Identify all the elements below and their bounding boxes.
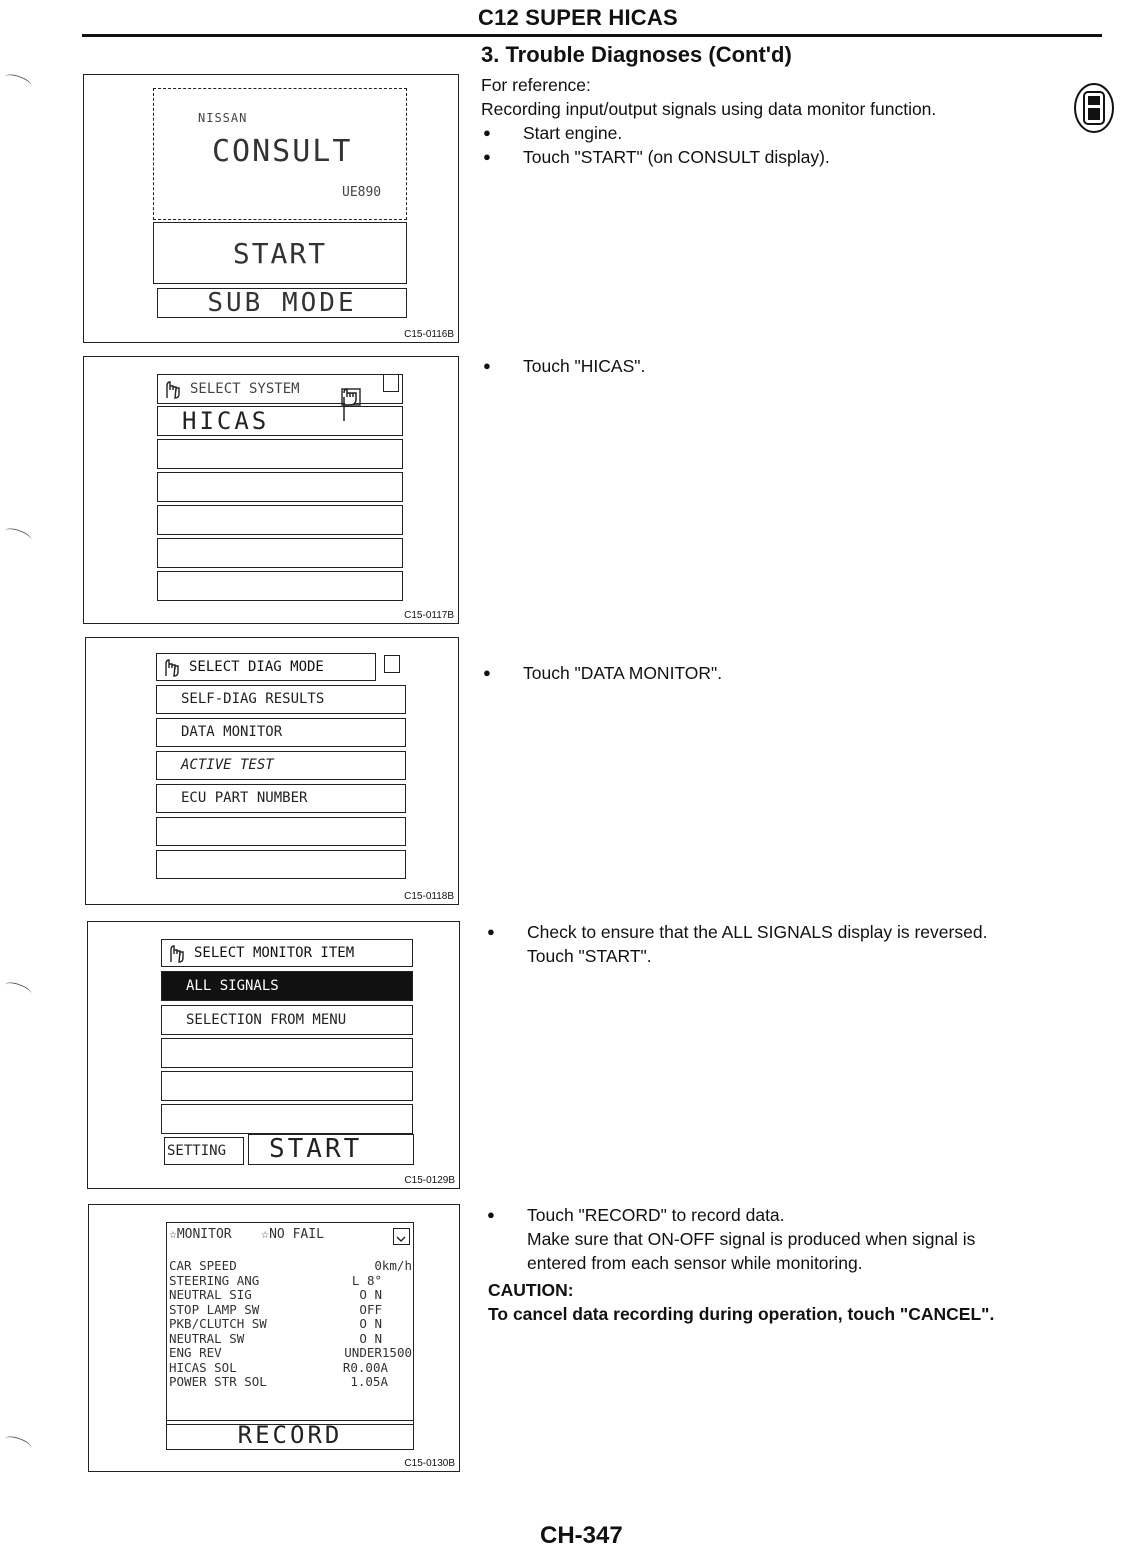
row-label: NEUTRAL SIG <box>169 1287 252 1302</box>
monitor-item-label: SELECTION FROM MENU <box>186 1012 347 1028</box>
monitor-panel <box>166 1222 414 1425</box>
page-number: CH-347 <box>540 1522 623 1549</box>
figure-select-system <box>83 356 459 624</box>
consult-tester-icon <box>1072 82 1116 134</box>
binding-mark <box>3 1434 33 1454</box>
row-value: UNDER1500 <box>344 1345 412 1360</box>
model-label: UE890 <box>342 185 382 200</box>
figure-id: C15-0116B <box>404 329 454 340</box>
step-record <box>485 1203 1115 1275</box>
monitor-header <box>169 1227 324 1242</box>
diag-item-label: DATA MONITOR <box>181 724 283 740</box>
monitor-row <box>169 1375 412 1390</box>
page-header-title: C12 SUPER HICAS <box>478 5 678 30</box>
diag-item-self-diag[interactable] <box>156 685 406 714</box>
brand-label: NISSAN <box>198 111 248 125</box>
step5-line-2: Make sure that ON-OFF signal is produced when signal is <box>527 1229 976 1249</box>
row-label: STOP LAMP SW <box>169 1301 260 1317</box>
record-button-label: RECORD <box>237 1421 343 1449</box>
select-monitor-title: SELECT MONITOR ITEM <box>194 945 355 961</box>
row-value: O N <box>359 1316 382 1331</box>
scroll-down-icon[interactable] <box>393 1228 410 1245</box>
monitor-row <box>169 1303 412 1318</box>
row-value: L 8° <box>351 1272 382 1288</box>
step5-line-1: ● Touch "RECORD" to record data. <box>485 1203 1115 1227</box>
checkbox-icon <box>383 374 399 392</box>
step5-line-3: entered from each sensor while monitoring. <box>527 1253 863 1273</box>
diag-item-data-monitor[interactable] <box>156 718 406 747</box>
monitor-row <box>169 1332 412 1347</box>
monitor-rows <box>169 1259 412 1390</box>
diag-item-empty <box>156 850 406 879</box>
system-item-empty <box>157 472 403 502</box>
diag-item-empty <box>156 817 406 846</box>
select-diag-header <box>156 653 376 681</box>
start-button-label: START <box>232 236 328 270</box>
row-value: O N <box>359 1330 382 1346</box>
system-item-hicas-label: HICAS <box>182 407 270 435</box>
monitor-label: MONITOR <box>176 1227 232 1242</box>
monitor-row <box>169 1274 412 1289</box>
monitor-row <box>169 1259 412 1274</box>
row-label: STEERING ANG <box>169 1272 260 1288</box>
hand-pointer-icon <box>165 942 185 964</box>
monitor-item-empty <box>161 1104 413 1134</box>
row-value: 1.05A <box>350 1374 388 1389</box>
star-icon: ☆ <box>169 1227 177 1242</box>
caution-label: CAUTION: <box>488 1280 574 1300</box>
header-rule <box>82 34 1102 37</box>
figure-data-monitor <box>88 1204 460 1472</box>
step-check-all-signals <box>485 920 1115 968</box>
system-item-empty <box>157 538 403 568</box>
step-touch-hicas: ● Touch "HICAS". <box>481 354 1128 378</box>
row-label: PKB/CLUTCH SW <box>169 1316 267 1331</box>
sub-mode-button[interactable] <box>157 288 407 318</box>
product-label: CONSULT <box>212 134 353 169</box>
figure-consult-start <box>83 74 459 343</box>
system-item-hicas[interactable] <box>157 406 403 436</box>
binding-mark <box>3 72 33 92</box>
system-item-empty <box>157 439 403 469</box>
setting-button[interactable] <box>164 1137 244 1165</box>
row-label: POWER STR SOL <box>169 1374 267 1389</box>
step-touch-data-monitor: ● Touch "DATA MONITOR". <box>481 661 1128 685</box>
hand-pointer-icon <box>160 656 180 678</box>
setting-button-label: SETTING <box>167 1143 227 1159</box>
select-monitor-header <box>161 939 413 967</box>
figure-id: C15-0117B <box>404 610 454 621</box>
checkbox-icon <box>384 655 400 673</box>
step4-line-1: ● Check to ensure that the ALL SIGNALS display is reversed. <box>485 920 1115 944</box>
row-label: NEUTRAL SW <box>169 1330 245 1346</box>
no-fail-label: NO FAIL <box>269 1227 324 1242</box>
section-title: 3. Trouble Diagnoses (Cont'd) <box>481 42 792 67</box>
row-value: O N <box>359 1287 382 1302</box>
caution-text: To cancel data recording during operation, touch "CANCEL". <box>488 1304 995 1324</box>
star-icon: ☆ <box>261 1227 270 1242</box>
start-button[interactable] <box>153 222 407 284</box>
row-value: 0km/h <box>374 1258 412 1273</box>
row-label: HICAS SOL <box>169 1359 237 1375</box>
consult-splash-panel <box>153 88 407 220</box>
diag-item-label: ECU PART NUMBER <box>181 790 308 806</box>
figure-id: C15-0118B <box>404 891 454 902</box>
intro-bullet-2: ● Touch "START" (on CONSULT display). <box>481 145 1081 169</box>
select-diag-title: SELECT DIAG MODE <box>189 659 324 675</box>
row-label: CAR SPEED <box>169 1258 237 1273</box>
binding-mark <box>3 526 33 546</box>
start-button[interactable] <box>248 1134 414 1165</box>
monitor-item-empty <box>161 1038 413 1068</box>
row-label: ENG REV <box>169 1345 222 1360</box>
record-button[interactable] <box>166 1420 414 1450</box>
figure-id: C15-0129B <box>404 1175 455 1186</box>
select-system-title: SELECT SYSTEM <box>190 381 300 397</box>
step4-line-2: Touch "START". <box>527 946 652 966</box>
monitor-row <box>169 1288 412 1303</box>
row-value: R0.00A <box>342 1359 388 1375</box>
monitor-row <box>169 1317 412 1332</box>
diag-item-label: SELF-DIAG RESULTS <box>181 691 325 707</box>
binding-mark <box>3 980 33 1000</box>
system-item-empty <box>157 571 403 601</box>
row-value: OFF <box>359 1301 382 1317</box>
select-system-header <box>157 374 403 404</box>
figure-select-diag-mode <box>85 637 459 905</box>
diag-item-ecu-part-number[interactable] <box>156 784 406 813</box>
figure-select-monitor-item <box>87 921 460 1189</box>
diag-item-label: ACTIVE TEST <box>181 757 274 773</box>
figure-id: C15-0130B <box>404 1458 455 1469</box>
start-button-label: START <box>269 1134 363 1164</box>
monitor-row <box>169 1361 412 1376</box>
monitor-row <box>169 1346 412 1361</box>
intro-line-1: For reference: <box>481 75 591 95</box>
hand-pointer-icon <box>161 378 181 400</box>
monitor-item-selection-from-menu[interactable] <box>161 1005 413 1035</box>
intro-bullet-1: ● Start engine. <box>481 121 1081 145</box>
sub-mode-label: SUB MODE <box>207 288 357 318</box>
monitor-item-all-signals[interactable] <box>161 971 413 1001</box>
monitor-item-label: ALL SIGNALS <box>186 978 279 994</box>
diag-item-active-test[interactable] <box>156 751 406 780</box>
intro-text <box>481 73 1081 169</box>
monitor-item-empty <box>161 1071 413 1101</box>
system-item-empty <box>157 505 403 535</box>
intro-line-2: Recording input/output signals using data monitor function. <box>481 99 937 119</box>
